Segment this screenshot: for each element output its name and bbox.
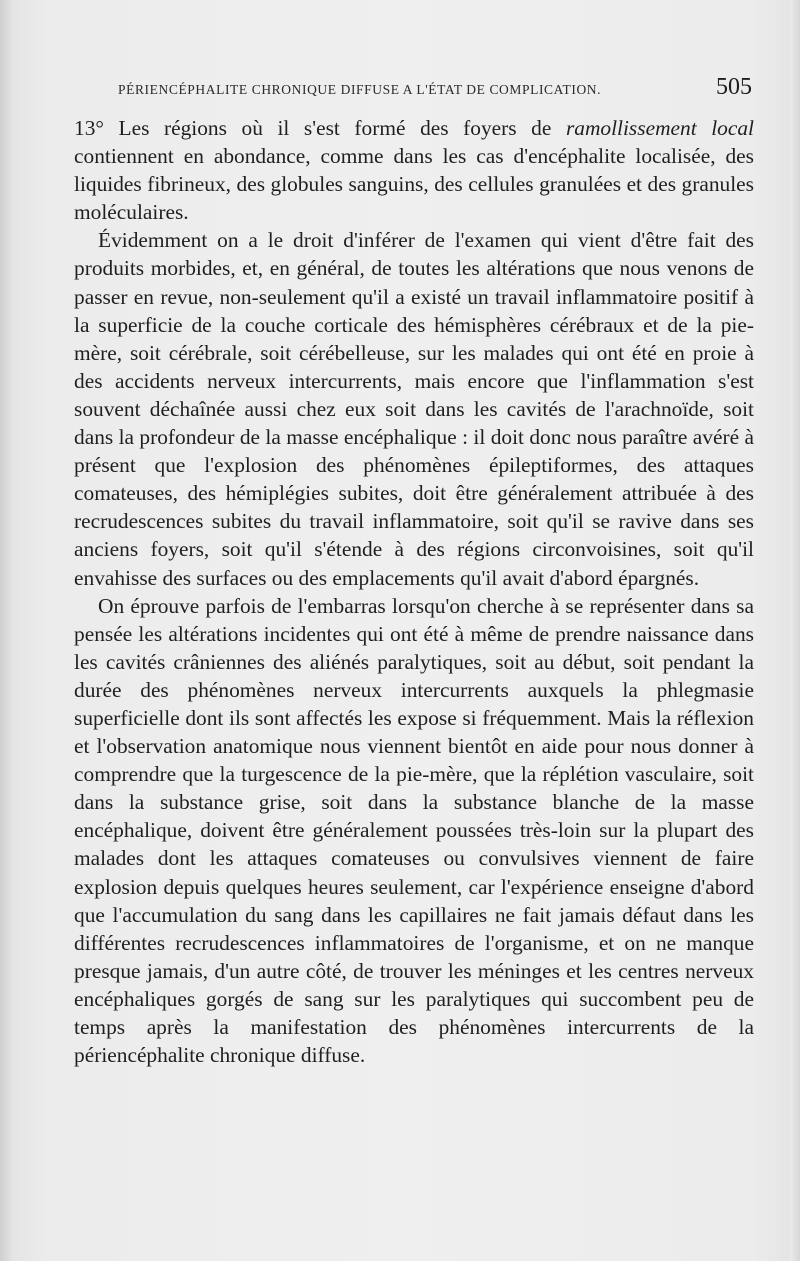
body-text bbox=[74, 114, 754, 1069]
page-gutter-shadow bbox=[0, 0, 14, 1261]
paragraph-1-italic: ramollissement local bbox=[565, 116, 754, 140]
paragraph-1-lead: 13° Les régions où il s'est formé des foyers de bbox=[74, 116, 566, 140]
page-number: 505 bbox=[716, 74, 752, 100]
paragraph-1 bbox=[74, 114, 754, 226]
page-header bbox=[118, 74, 752, 104]
paragraph-3: On éprouve parfois de l'embarras lorsqu'on cherche à se représenter dans sa pensée les altérations incidentes qui ont été à même de prendre naissance dans les cavités crâniennes des aliénés paralytiques, soit au début, soit pendant la durée des phénomènes nerveux intercurrents auxquels la phlegmasie superficielle dont ils sont affectés les expose si fréquemment. Mais la réflexion et l'observation anatomique nous viennent bientôt en aide pour nous donner à comprendre que la turgescence de la pie-mère, que la réplétion vasculaire, soit dans la substance grise, soit dans la substance blanche de la masse encéphalique, doivent être généralement poussées très-loin sur la plupart des malades dont les attaques comateuses ou convulsives viennent de faire explosion depuis quelques heures seulement, car l'expérience enseigne d'abord que l'accumulation du sang dans les capillaires ne fait jamais défaut dans les différentes recrudescences inflammatoires de l'organisme, et on ne manque presque jamais, d'un autre côté, de trouver les méninges et les centres nerveux encéphaliques gorgés de sang sur les paralytiques qui succombent peu de temps après la manifestation des phénomènes intercurrents de la périencéphalite chronique diffuse. bbox=[74, 593, 754, 1068]
paragraph-1-rest: contiennent en abondance, comme dans les cas d'encéphalite localisée, des liquides fibrineux, des globules sanguins, des cellules granulées et des granules moléculaires. bbox=[74, 144, 754, 225]
page-edge-shadow bbox=[790, 0, 800, 1261]
paragraph-2: Évidemment on a le droit d'inférer de l'examen qui vient d'être fait des produits morbides, et, en général, de toutes les altérations que nous venons de passer en revue, non-seulement qu'il a existé un travail inflammatoire positif à la superficie de la couche corticale des hémisphères cérébraux et de la pie-mère, soit cérébrale, soit cérébelleuse, sur les malades qui ont été en proie à des accidents nerveux intercurrents, mais encore que l'inflammation s'est souvent déchaînée aussi chez eux soit dans les cavités de l'arachnoïde, soit dans la profondeur de la masse encéphalique : il doit donc nous paraître avéré à présent que l'explosion des phénomènes épileptiformes, des attaques comateuses, des hémiplégies subites, doit être généralement attribuée à des recrudescences subites du travail inflammatoire, soit qu'il se ravive dans ses anciens foyers, soit qu'il s'étende à des régions circonvoisines, soit qu'il envahisse des surfaces ou des emplacements qu'il avait d'abord épargnés. bbox=[74, 228, 754, 590]
running-title: PÉRIENCÉPHALITE CHRONIQUE DIFFUSE A L'ÉTAT DE COMPLICATION. bbox=[118, 82, 602, 97]
